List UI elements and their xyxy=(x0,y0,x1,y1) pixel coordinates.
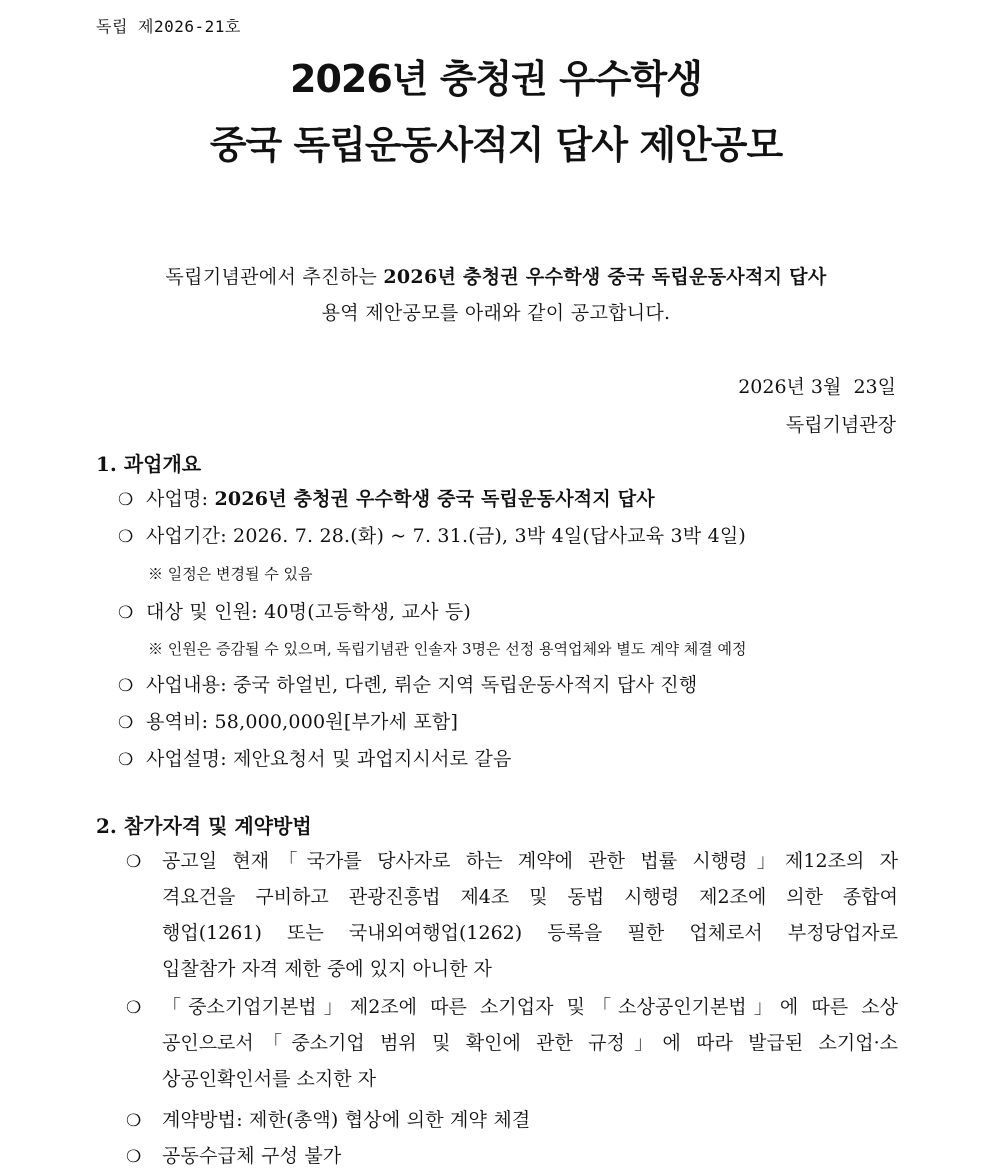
paragraph-line: 「중소기업기본법」제2조에 따른 소기업자 및「소상공인기본법」에 따른 소상 xyxy=(162,996,898,1018)
intro-prefix: 독립기념관에서 추진하는 xyxy=(165,266,384,288)
bullet-icon: ❍ xyxy=(118,527,134,547)
bullet-icon: ❍ xyxy=(126,1147,142,1167)
item-content xyxy=(118,670,697,697)
contract-method-text: 계약방법: 제한(총액) 협상에 의한 계약 체결 xyxy=(162,1109,531,1131)
section-2-heading: 2. 참가자격 및 계약방법 xyxy=(96,814,312,838)
bullet-icon: ❍ xyxy=(118,676,134,696)
item-consortium xyxy=(126,1141,341,1168)
bullet-icon: ❍ xyxy=(118,713,134,733)
bullet-icon: ❍ xyxy=(126,1111,142,1131)
description-text: 사업설명: 제안요청서 및 과업지시서로 갈음 xyxy=(146,748,512,770)
title-line-1: 2026년 충청권 우수학생 xyxy=(290,57,702,101)
content-text: 사업내용: 중국 하얼빈, 다롄, 뤼순 지역 독립운동사적지 답사 진행 xyxy=(146,674,698,696)
item-project-name xyxy=(118,484,655,511)
project-name-value: 2026년 충청권 우수학생 중국 독립운동사적지 답사 xyxy=(214,488,655,510)
target-text: 대상 및 인원: 40명(고등학생, 교사 등) xyxy=(146,601,472,623)
bullet-icon: ❍ xyxy=(126,998,142,1018)
item-cost xyxy=(118,707,458,734)
bullet-icon: ❍ xyxy=(118,750,134,770)
announcement-date: 2026년 3월 23일 xyxy=(738,376,896,398)
paragraph-line: 상공인확인서를 소지한 자 xyxy=(162,1068,376,1090)
intro-line-1 xyxy=(96,262,896,289)
qualification-paragraph-1 xyxy=(126,843,898,987)
item-contract-method xyxy=(126,1105,530,1132)
paragraph-line: 공고일 현재「국가를 당사자로 하는 계약에 관한 법률 시행령」제12조의 자 xyxy=(162,850,898,872)
bullet-icon: ❍ xyxy=(118,490,134,510)
paragraph-line: 공인으로서「중소기업 범위 및 확인에 관한 규정」에 따라 발급된 소기업·소 xyxy=(162,1032,898,1054)
project-period-text: 사업기간: 2026. 7. 28.(화) ~ 7. 31.(금), 3박 4일(답사교육 3박 4일) xyxy=(146,525,747,547)
consortium-text: 공동수급체 구성 불가 xyxy=(162,1145,342,1167)
period-note: ※ 일정은 변경될 수 있음 xyxy=(148,565,313,583)
intro-project-name: 2026년 충청권 우수학생 중국 독립운동사적지 답사 xyxy=(383,266,827,288)
paragraph-line: 격요건을 구비하고 관광진흥법 제4조 및 동법 시행령 제2조에 의한 종합여 xyxy=(162,886,898,908)
target-note: ※ 인원은 증감될 수 있으며, 독립기념관 인솔자 3명은 선정 용역업체와 별도 계약 체결 예정 xyxy=(148,640,747,658)
paragraph-line: 입찰참가 자격 제한 중에 있지 아니한 자 xyxy=(162,958,492,980)
title-line-2: 중국 독립운동사적지 답사 제안공모 xyxy=(209,123,783,167)
document-number: 독립 제2026-21호 xyxy=(96,17,241,36)
paragraph-line: 행업(1261) 또는 국내외여행업(1262) 등록을 필한 업체로서 부정당업자로 xyxy=(162,922,898,944)
intro-line-2: 용역 제안공모를 아래와 같이 공고합니다. xyxy=(321,302,671,324)
item-project-period xyxy=(118,521,746,548)
item-description xyxy=(118,744,512,771)
issuer: 독립기념관장 xyxy=(785,414,896,436)
bullet-icon: ❍ xyxy=(118,603,134,623)
qualification-paragraph-2 xyxy=(126,989,898,1097)
project-name-label: 사업명: xyxy=(146,488,215,510)
section-1-heading: 1. 과업개요 xyxy=(96,452,202,476)
bullet-icon: ❍ xyxy=(126,852,142,872)
item-target xyxy=(118,597,471,624)
cost-text: 용역비: 58,000,000원[부가세 포함] xyxy=(146,711,459,733)
